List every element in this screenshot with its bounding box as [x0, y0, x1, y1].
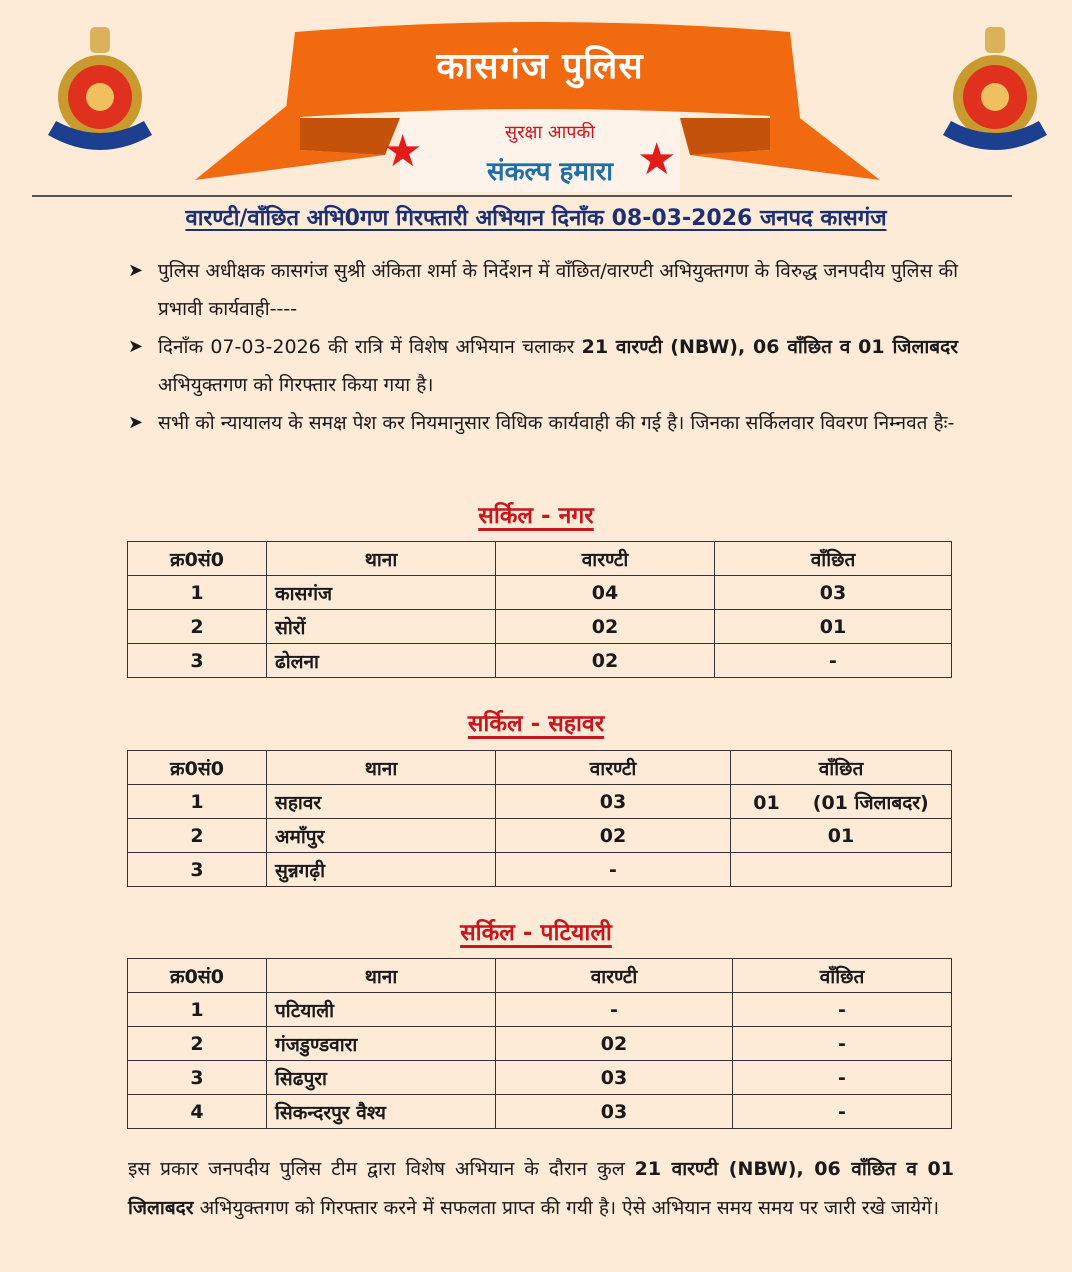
arrow-bullet-icon: ➤: [128, 412, 144, 433]
summary-paragraph: इस प्रकार जनपदीय पुलिस टीम द्वारा विशेष अभियान के दौरान कुल 21 वारण्टी (NBW), 06 वाँछित व 01 जिलाबदर अभियुक्तगण को गिरफ्तार करने में सफलता प्राप्त की गयी है। ऐसे अभियान समय समय पर जारी रखे जायेगें।: [128, 1158, 954, 1219]
banner-title: कासगंज पुलिस: [436, 46, 644, 87]
star-icon: ★: [383, 126, 423, 177]
table-row: 1 पटियाली - -: [128, 993, 952, 1027]
divider: [32, 195, 1012, 197]
table-row: 3 ढोलना 02 -: [128, 644, 952, 678]
bullet-item: ➤ सभी को न्यायालय के समक्ष पेश कर नियमानुसार विधिक कार्यवाही की गई है। जिनका सर्किलवार विवरण निम्नवत हैः-: [128, 404, 958, 442]
police-emblem-left-icon: [40, 25, 160, 155]
table-row: 1 सहावर 03 01 (01 जिलाबदर): [128, 785, 952, 819]
table-row: 3 सुन्नगढ़ी -: [128, 853, 952, 887]
tagline-line1: सुरक्षा आपकी: [505, 122, 595, 143]
star-icon: ★: [637, 134, 677, 185]
table-row: 2 अमाँपुर 02 01: [128, 819, 952, 853]
police-emblem-right-icon: [935, 25, 1055, 155]
tagline-line2: संकल्प हमारा: [487, 157, 613, 187]
table-row: 1 कासगंज 04 03: [128, 576, 952, 610]
table-row: 3 सिढपुरा 03 -: [128, 1061, 952, 1095]
section-title-patiyali: सर्किल - पटियाली: [460, 920, 612, 946]
document-title: वारण्टी/वाँछित अभि0गण गिरफ्तारी अभियान दिनाँक 08-03-2026 जनपद कासगंज: [185, 206, 887, 231]
header: [0, 0, 1072, 195]
table-header-row: क्र0सं0 थाना वारण्टी वाँछित: [128, 751, 952, 785]
table-circle-patiyali: [127, 958, 952, 1129]
table-circle-sahawar: [127, 750, 952, 887]
arrow-bullet-icon: ➤: [128, 336, 144, 357]
section-title-sahawar: सर्किल - सहावर: [467, 711, 605, 737]
table-circle-nagar: [127, 541, 952, 678]
table-row: 2 गंजडुण्डवारा 02 -: [128, 1027, 952, 1061]
table-header-row: क्र0सं0 थाना वारण्टी वाँछित: [128, 542, 952, 576]
table-row: 2 सोरों 02 01: [128, 610, 952, 644]
arrow-bullet-icon: ➤: [128, 260, 144, 281]
bullet-list: [128, 252, 958, 442]
table-row: 4 सिकन्दरपुर वैश्य 03 -: [128, 1095, 952, 1129]
table-header-row: क्र0सं0 थाना वारण्टी वाँछित: [128, 959, 952, 993]
bullet-item: ➤ दिनाँक 07-03-2026 की रात्रि में विशेष अभियान चलाकर 21 वारण्टी (NBW), 06 वाँछित व 01 जिलाबदर अभियुक्तगण को गिरफ्तार किया गया है।: [128, 328, 958, 404]
bullet-item: ➤ पुलिस अधीक्षक कासगंज सुश्री अंकिता शर्मा के निर्देशन में वाँछित/वारण्टी अभियुक्तगण के विरुद्ध जनपदीय पुलिस की प्रभावी कार्यवाही----: [128, 252, 958, 328]
section-title-nagar: सर्किल - नगर: [478, 503, 594, 529]
